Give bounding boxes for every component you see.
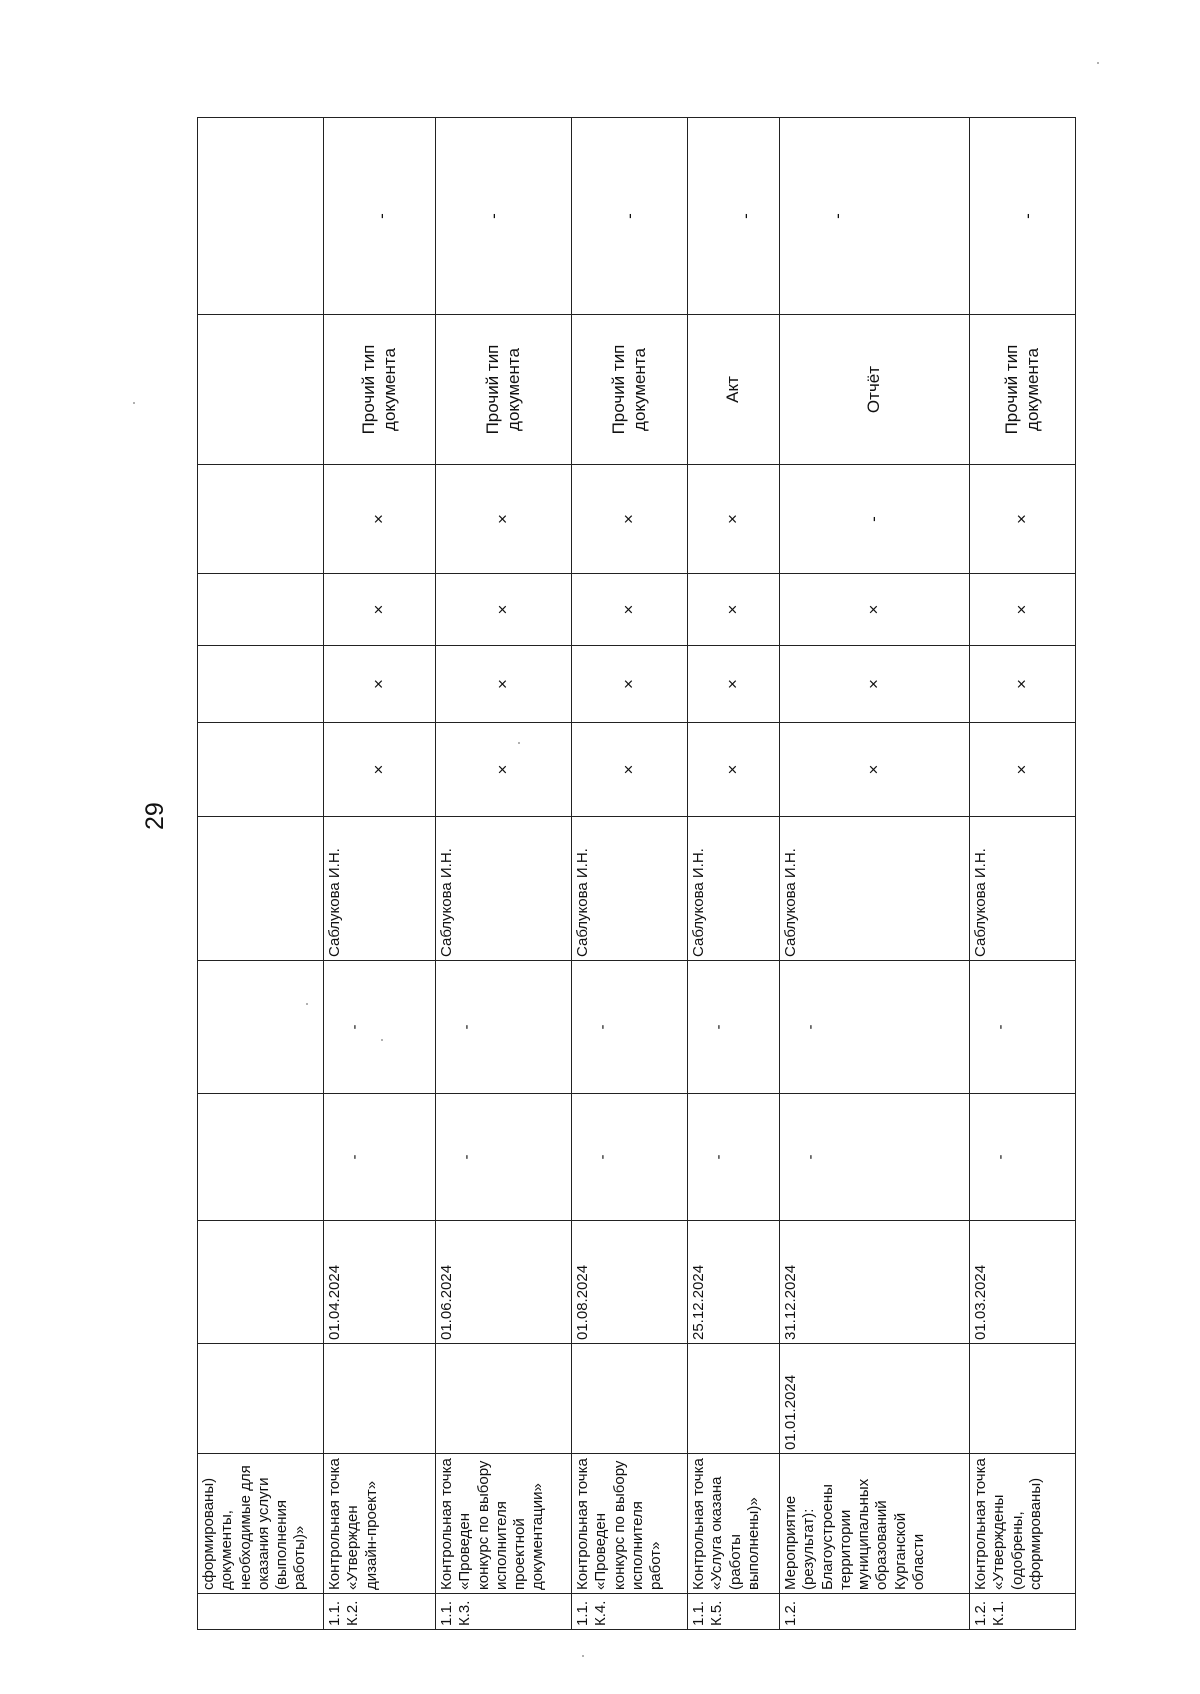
scan-speck <box>1097 62 1099 64</box>
start-date <box>324 1344 436 1454</box>
successor-cell: - <box>436 961 572 1094</box>
end-date: 01.08.2024 <box>572 1221 688 1344</box>
table-row <box>324 118 436 1630</box>
mark-cell: × <box>780 574 970 646</box>
page-number: 29 <box>141 802 169 830</box>
responsible-person <box>198 817 324 961</box>
row-number: 1.2. К.1. <box>970 1594 1076 1630</box>
row-title: Контрольная точка «Проведен конкурс по выбору исполнителя работ» <box>572 1454 688 1594</box>
responsible-person: Саблукова И.Н. <box>324 817 436 961</box>
predecessor-cell: - <box>436 1094 572 1221</box>
info-system-cell: - <box>970 118 1076 315</box>
mark-cell: × <box>324 574 436 646</box>
mark-cell: × <box>572 465 688 574</box>
mark-cell <box>198 465 324 574</box>
mark-cell: × <box>324 723 436 817</box>
mark-cell: × <box>970 723 1076 817</box>
successor-cell: - <box>688 961 780 1094</box>
row-title: сформированы) документы, необходимые для оказания услуги (выполнения работы)» <box>198 1454 324 1594</box>
start-date <box>572 1344 688 1454</box>
predecessor-cell: - <box>324 1094 436 1221</box>
mark-cell <box>198 723 324 817</box>
predecessor-cell: - <box>572 1094 688 1221</box>
mark-cell: × <box>970 465 1076 574</box>
scan-speck <box>518 742 520 744</box>
row-title: Контрольная точка «Утвержден дизайн-проект» <box>324 1454 436 1594</box>
document-type: Прочий тип документа <box>324 315 436 465</box>
document-type: Прочий тип документа <box>436 315 572 465</box>
row-number: 1.1. К.2. <box>324 1594 436 1630</box>
mark-cell: × <box>436 574 572 646</box>
mark-cell: × <box>324 465 436 574</box>
mark-cell: - <box>780 465 970 574</box>
document-type: Прочий тип документа <box>970 315 1076 465</box>
start-date <box>970 1344 1076 1454</box>
info-system-cell: - <box>436 118 572 315</box>
mark-cell <box>198 574 324 646</box>
table-row <box>198 118 324 1630</box>
end-date: 01.03.2024 <box>970 1221 1076 1344</box>
predecessor-cell: - <box>970 1094 1076 1221</box>
start-date <box>436 1344 572 1454</box>
successor-cell: - <box>970 961 1076 1094</box>
row-number: 1.2. <box>780 1594 970 1630</box>
successor-cell <box>198 961 324 1094</box>
row-number: 1.1. К.5. <box>688 1594 780 1630</box>
responsible-person: Саблукова И.Н. <box>688 817 780 961</box>
predecessor-cell: - <box>688 1094 780 1221</box>
predecessor-cell <box>198 1094 324 1221</box>
mark-cell: × <box>436 465 572 574</box>
start-date <box>198 1344 324 1454</box>
responsible-person: Саблукова И.Н. <box>572 817 688 961</box>
mark-cell: × <box>688 465 780 574</box>
mark-cell: × <box>688 646 780 723</box>
rotated-table-container <box>197 118 1076 1630</box>
row-title: Контрольная точка «Утверждены (одобрены, сформированы) <box>970 1454 1076 1594</box>
mark-cell: × <box>688 574 780 646</box>
scan-speck <box>582 1655 584 1657</box>
mark-cell: × <box>572 723 688 817</box>
responsible-person: Саблукова И.Н. <box>780 817 970 961</box>
successor-cell: - <box>572 961 688 1094</box>
scan-speck <box>381 1039 383 1041</box>
start-date <box>688 1344 780 1454</box>
start-date: 01.01.2024 <box>780 1344 970 1454</box>
mark-cell <box>198 646 324 723</box>
end-date: 01.04.2024 <box>324 1221 436 1344</box>
info-system-cell: - <box>572 118 688 315</box>
successor-cell: - <box>324 961 436 1094</box>
row-title: Контрольная точка «Услуга оказана (работы выполнены)» <box>688 1454 780 1594</box>
row-title: Контрольная точка «Проведен конкурс по выбору исполнителя проектной документации» <box>436 1454 572 1594</box>
document-type: Прочий тип документа <box>572 315 688 465</box>
end-date: 25.12.2024 <box>688 1221 780 1344</box>
row-number: 1.1. К.3. <box>436 1594 572 1630</box>
mark-cell: × <box>688 723 780 817</box>
control-points-table <box>197 117 1076 1630</box>
responsible-person: Саблукова И.Н. <box>970 817 1076 961</box>
predecessor-cell: - <box>780 1094 970 1221</box>
table-row <box>688 118 780 1630</box>
mark-cell: × <box>970 574 1076 646</box>
successor-cell: - <box>780 961 970 1094</box>
document-type <box>198 315 324 465</box>
table-row <box>780 118 970 1630</box>
mark-cell: × <box>436 723 572 817</box>
mark-cell: × <box>780 723 970 817</box>
mark-cell: × <box>324 646 436 723</box>
table-row <box>436 118 572 1630</box>
row-title: Мероприятие (результат): Благоустроены территории муниципальных образований Курганской области <box>780 1454 970 1594</box>
responsible-person: Саблукова И.Н. <box>436 817 572 961</box>
info-system-cell: - <box>324 118 436 315</box>
info-system-cell: - <box>780 118 970 315</box>
end-date: 01.06.2024 <box>436 1221 572 1344</box>
table-row <box>572 118 688 1630</box>
scan-speck <box>133 402 135 404</box>
mark-cell: × <box>780 646 970 723</box>
info-system-cell: - <box>688 118 780 315</box>
row-number: 1.1. К.4. <box>572 1594 688 1630</box>
table-body <box>198 118 1076 1630</box>
info-system-cell <box>198 118 324 315</box>
mark-cell: × <box>572 646 688 723</box>
document-type: Акт <box>688 315 780 465</box>
row-number <box>198 1594 324 1630</box>
end-date: 31.12.2024 <box>780 1221 970 1344</box>
mark-cell: × <box>572 574 688 646</box>
end-date <box>198 1221 324 1344</box>
table-row <box>970 118 1076 1630</box>
document-type: Отчёт <box>780 315 970 465</box>
mark-cell: × <box>970 646 1076 723</box>
scan-speck <box>306 1003 308 1005</box>
mark-cell: × <box>436 646 572 723</box>
